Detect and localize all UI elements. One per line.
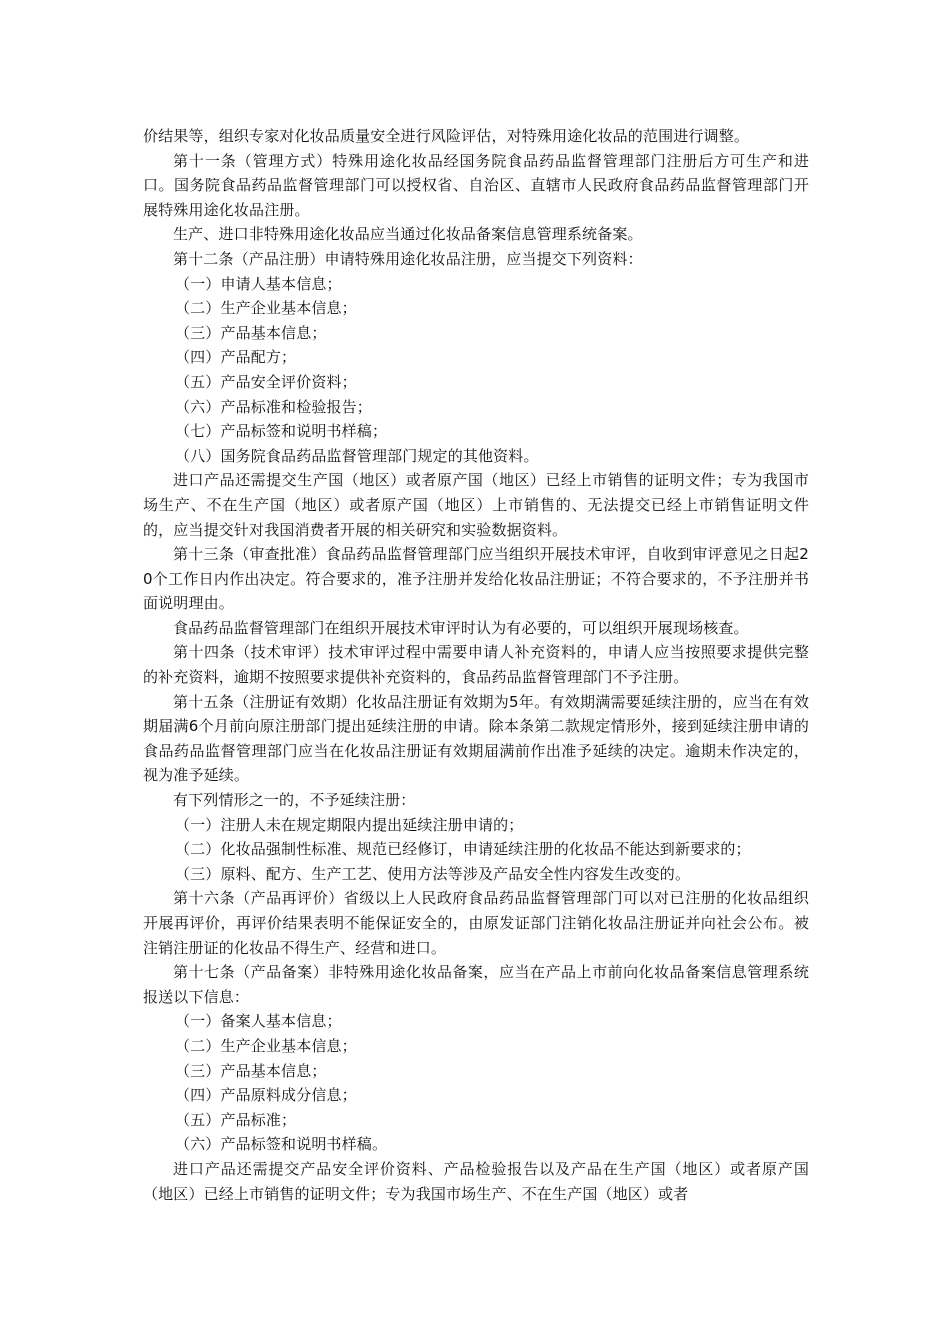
document-body [143, 124, 809, 1206]
list-item: （六）产品标准和检验报告； [175, 397, 372, 416]
list-item: （五）产品安全评价资料； [175, 372, 357, 391]
paragraph: 进口产品还需提交产品安全评价资料、产品检验报告以及产品在生产国（地区）或者原产国（地区）已经上市销售的证明文件；专为我国市场生产、不在生产国（地区）或者 [143, 1159, 809, 1203]
list-item: （一）注册人未在规定期限内提出延续注册申请的； [175, 815, 524, 834]
paragraph: 生产、进口非特殊用途化妆品应当通过化妆品备案信息管理系统备案。 [173, 225, 643, 244]
list-item: （三）产品基本信息； [175, 323, 327, 342]
list-item: （二）化妆品强制性标准、规范已经修订，申请延续注册的化妆品不能达到新要求的； [175, 840, 751, 859]
list-item: （二）生产企业基本信息； [175, 299, 357, 318]
article-11-paragraph: 第十一条（管理方式）特殊用途化妆品经国务院食品药品监督管理部门注册后方可生产和进口。国务院食品药品监督管理部门可以授权省、自治区、直辖市人民政府食品药品监督管理部门开展特殊用途化妆品注册。 [143, 151, 809, 219]
article-13-paragraph: 第十三条（审查批准）食品药品监督管理部门应当组织开展技术审评，自收到审评意见之日起20个工作日内作出决定。符合要求的，准予注册并发给化妆品注册证；不符合要求的，不予注册并书面说明理由。 [143, 545, 809, 613]
article-12-paragraph: 第十二条（产品注册）申请特殊用途化妆品注册，应当提交下列资料： [173, 249, 643, 268]
list-item: （五）产品标准； [175, 1110, 297, 1129]
list-item: （六）产品标签和说明书样稿。 [175, 1135, 388, 1154]
list-item: （七）产品标签和说明书样稿； [175, 422, 388, 441]
list-item: （四）产品原料成分信息； [175, 1086, 357, 1105]
list-item: （八）国务院食品药品监督管理部门规定的其他资料。 [175, 446, 539, 465]
list-item: （四）产品配方； [175, 348, 297, 367]
article-17-paragraph: 第十七条（产品备案）非特殊用途化妆品备案，应当在产品上市前向化妆品备案信息管理系统报送以下信息： [143, 963, 809, 1006]
paragraph: 进口产品还需提交生产国（地区）或者原产国（地区）已经上市销售的证明文件；专为我国市场生产、不在生产国（地区）或者原产国（地区）上市销售的、无法提交已经上市销售证明文件的，应当提交针对我国消费者开展的相关研究和实验数据资料。 [143, 471, 809, 539]
article-15-paragraph: 第十五条（注册证有效期）化妆品注册证有效期为5年。有效期满需要延续注册的，应当在有效期届满6个月前向原注册部门提出延续注册的申请。除本条第二款规定情形外，接到延续注册申请的食品药品监督管理部门应当在化妆品注册证有效期届满前作出准予延续的决定。逾期未作决定的，视为准予延续。 [143, 692, 809, 785]
paragraph: 食品药品监督管理部门在组织开展技术审评时认为有必要的，可以组织开展现场核查。 [173, 618, 749, 637]
paragraph: 有下列情形之一的，不予延续注册： [173, 791, 416, 810]
paragraph: 价结果等，组织专家对化妆品质量安全进行风险评估，对特殊用途化妆品的范围进行调整。 [143, 127, 750, 145]
list-item: （一）申请人基本信息； [175, 274, 342, 293]
article-14-paragraph: 第十四条（技术审评）技术审评过程中需要申请人补充资料的，申请人应当按照要求提供完整的补充资料，逾期不按照要求提供补充资料的，食品药品监督管理部门不予注册。 [143, 643, 809, 687]
list-item: （二）生产企业基本信息； [175, 1036, 357, 1055]
list-item: （三）产品基本信息； [175, 1061, 327, 1080]
article-16-paragraph: 第十六条（产品再评价）省级以上人民政府食品药品监督管理部门可以对已注册的化妆品组织开展再评价，再评价结果表明不能保证安全的，由原发证部门注销化妆品注册证并向社会公布。被注销注册证的化妆品不得生产、经营和进口。 [143, 889, 809, 957]
list-item: （三）原料、配方、生产工艺、使用方法等涉及产品安全性内容发生改变的。 [175, 864, 691, 883]
list-item: （一）备案人基本信息； [175, 1012, 342, 1031]
